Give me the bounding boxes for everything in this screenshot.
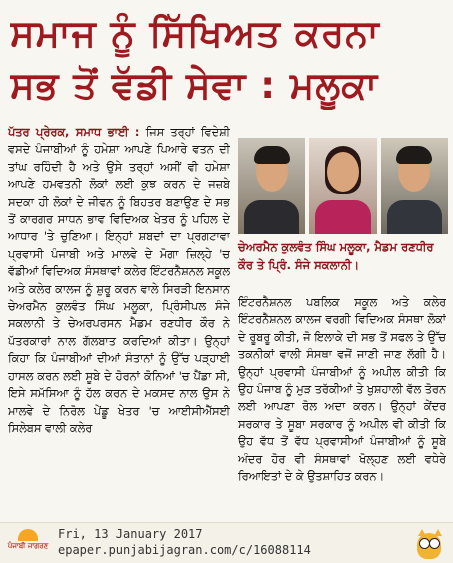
epaper-url[interactable]: epaper.punjabijagran.com/c/16088114 <box>58 543 311 557</box>
person-hair <box>396 146 432 164</box>
sun-icon <box>18 529 38 541</box>
person-hair <box>254 146 290 164</box>
headline-line1: ਸਮਾਜ ਨੂੰ ਸਿੱਖਿਅਤ ਕਰਨਾ <box>10 12 380 55</box>
punjabi-jagran-logo[interactable] <box>6 529 50 557</box>
photo-kulwant-singh-maluka <box>238 138 305 234</box>
dateline: ਪੱਤਰ ਪ੍ਰੇਰਕ, ਸਮਾਧ ਭਾਈ : <box>8 126 140 139</box>
person-body <box>387 200 442 234</box>
photo-caption: ਚੇਅਰਮੈਨ ਕੁਲਵੰਤ ਸਿੰਘ ਮਲੂਕਾ, ਮੈਡਮ ਰਣਧੀਰ ਕੌਰ ਤੇ ਪ੍ਰਿੰ. ਸੰਜੇ ਸਕਲਾਨੀ। <box>238 240 434 272</box>
footer-meta <box>58 526 311 558</box>
headline-line2: ਸਭ ਤੋਂ ਵੱਡੀ ਸੇਵਾ : ਮਲੂਕਾ <box>10 64 379 107</box>
photo-strip <box>238 138 448 234</box>
epaper-footer <box>0 522 453 563</box>
person-face <box>327 152 359 192</box>
person-body <box>315 200 370 234</box>
owl-icon <box>413 527 445 559</box>
photo-randhir-kaur <box>309 138 376 234</box>
logo-text: ਪੰਜਾਬੀ ਜਾਗਰਣ <box>7 542 49 550</box>
edition-date: Fri, 13 January 2017 <box>58 527 203 541</box>
article-body-col2: ਇੰਟਰਨੈਸ਼ਨਲ ਪਬਲਿਕ ਸਕੂਲ ਅਤੇ ਕਲੇਰ ਇੰਟਰਨੈਸ਼ਨਲ ਕਾਲਜ ਵਰਗੀ ਵਿਦਿਅਕ ਸੰਸਥਾ ਲੋਕਾਂ ਦੇ ਰੂਬਰੂ ਕੀਤੀ, ਜੋ ਇਲਾਕੇ ਦੀ ਸਭ ਤੋਂ ਸਫਲ ਤੇ ਉੱਚ ਤਕਨੀਕਾਂ ਵਾਲੀ ਸੰਸਥਾ ਵਜੋਂ ਜਾਣੀ ਜਾਣ ਲੱਗੀ ਹੈ। ਉਨ੍ਹਾਂ ਪ੍ਰਵਾਸੀ ਪੰਜਾਬੀਆਂ ਨੂੰ ਅਪੀਲ ਕੀਤੀ ਕਿ ਉਹ ਪੰਜਾਬ ਨੂੰ ਮੁੜ ਤਰੱਕੀਆਂ ਤੇ ਖੁਸ਼ਹਾਲੀ ਵੱਲ ਤੋਰਨ ਲਈ ਆਪਣਾ ਰੋਲ ਅਦਾ ਕਰਨ। ਉਨ੍ਹਾਂ ਕੇਂਦਰ ਸਰਕਾਰ ਤੇ ਸੂਬਾ ਸਰਕਾਰ ਨੂੰ ਅਪੀਲ ਵੀ ਕੀਤੀ ਕਿ ਉਹ ਵੱਧ ਤੋਂ ਵੱਧ ਪ੍ਰਵਾਸੀਆਂ ਪੰਜਾਬੀਆਂ ਨੂੰ ਸੂਬੇ ਅੰਦਰ ਹੋਰ ਵੀ ਸੰਸਥਾਵਾਂ ਖੋਲ੍ਹਣ ਲਈ ਵਧੇਰੇ ਰਿਆਇਤਾਂ ਦੇ ਕੇ ਉਤਸ਼ਾਹਿਤ ਕਰਨ। <box>238 296 446 484</box>
photo-sanjay-saklani <box>381 138 448 234</box>
article-body-col1: ਜਿਸ ਤਰ੍ਹਾਂ ਵਿਦੇਸ਼ੀ ਵਸਦੇ ਪੰਜਾਬੀਆਂ ਨੂੰ ਹਮੇਸ਼ਾ ਆਪਣੇ ਪਿਆਰੇ ਵਤਨ ਦੀ ਤਾਂਘ ਰਹਿੰਦੀ ਹੈ ਅਤੇ ਉਸੇ ਤਰ੍ਹਾਂ ਅਸੀਂ ਵੀ ਹਮੇਸ਼ਾ ਆਪਣੇ ਹਮਵਤਨੀ ਲੋਕਾਂ ਲਈ ਕੁਝ ਕਰਨ ਦੇ ਜਜ਼ਬੇ ਸਦਕਾ ਹੀ ਲੋਕਾਂ ਦੇ ਜੀਵਨ ਨੂੰ ਬਿਹਤਰ ਬਣਾਉਣ ਦੇ ਸਭ ਤੋਂ ਕਾਰਗਰ ਸਾਧਨ ਭਾਵ ਵਿਦਿਅਕ ਖੇਤਰ ਨੂੰ ਪਹਿਲ ਦੇ ਆਧਾਰ 'ਤੇ ਚੁਣਿਆ। ਇਨ੍ਹਾਂ ਸ਼ਬਦਾਂ ਦਾ ਪ੍ਰਗਟਾਵਾ ਪ੍ਰਵਾਸੀ ਪੰਜਾਬੀ ਅਤੇ ਮਾਲਵੇ ਦੇ ਮੋਗਾ ਜ਼ਿਲ੍ਹੇ 'ਚ ਵੱਡੀਆਂ ਵਿਦਿਅਕ ਸੰਸਥਾਵਾਂ ਕਲੇਰ ਇੰਟਰਨੈਸ਼ਨਲ ਸਕੂਲ ਅਤੇ ਕਲੇਰ ਕਾਲਜ ਨੂੰ ਸ਼ੁਰੂ ਕਰਨ ਵਾਲੇ ਸਿਰੜੀ ਇਨਸਾਨ ਚੇਅਰਮੈਨ ਕੁਲਵੰਤ ਸਿੰਘ ਮਲੂਕਾ, ਪ੍ਰਿੰਸੀਪਲ ਸੰਜੇ ਸਕਲਾਨੀ ਤੇ ਚੇਅਰਪਰਸਨ ਮੈਡਮ ਰਣਧੀਰ ਕੌਰ ਨੇ ਪੱਤਰਕਾਰਾਂ ਨਾਲ ਗੱਲਬਾਤ ਕਰਦਿਆਂ ਕੀਤਾ। ਉਨ੍ਹਾਂ ਕਿਹਾ ਕਿ ਪੰਜਾਬੀਆਂ ਦੀਆਂ ਸੰਤਾਨਾਂ ਨੂੰ ਉੱਚ ਪੜ੍ਹਾਈ ਹਾਸਲ ਕਰਨ ਲਈ ਸੂਬੇ ਦੇ ਹੋਰਨਾਂ ਕੋਨਿਆਂ 'ਚ ਪੈਂਡਾ ਸੀ, ਇਸੇ ਸਮੱਸਿਆ ਨੂੰ ਹੱਲ ਕਰਨ ਦੇ ਮਕਸਦ ਨਾਲ ਉਸ ਨੇ ਮਾਲਵੇ ਦੇ ਨਿਰੋਲ ਪੇਂਡੂ ਖੇਤਰ 'ਚ ਆਈਸੀਐੱਸਈ ਸਿਲੇਬਸ ਵਾਲੀ ਕਲੇਰ <box>8 126 230 435</box>
person-body <box>244 200 299 234</box>
owl-eye <box>429 538 440 549</box>
article-column-1 <box>8 124 230 516</box>
